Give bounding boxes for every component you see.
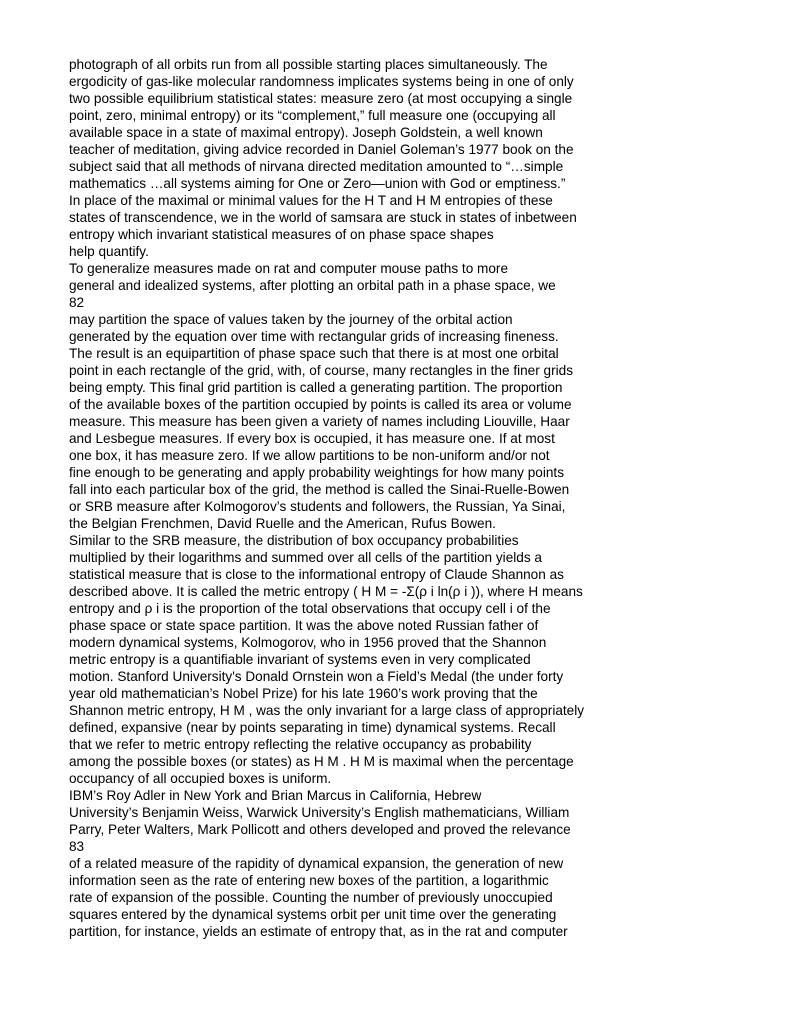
text-line: The result is an equipartition of phase space such that there is at most one orbital xyxy=(69,346,559,361)
text-line: generated by the equation over time with rectangular grids of increasing fineness. xyxy=(69,329,559,344)
text-line: Similar to the SRB measure, the distribution of box occupancy probabilities xyxy=(69,533,519,548)
text-line: may partition the space of values taken by the journey of the orbital action xyxy=(69,312,513,327)
text-line: metric entropy is a quantifiable invariant of systems even in very complicated xyxy=(69,652,531,667)
text-line: Parry, Peter Walters, Mark Pollicott and others developed and proved the relevance xyxy=(69,822,571,837)
text-line: partition, for instance, yields an estimate of entropy that, as in the rat and computer xyxy=(69,924,568,939)
text-line: one box, it has measure zero. If we allow partitions to be non-uniform and/or not xyxy=(69,448,550,463)
text-line: point, zero, minimal entropy) or its “complement,” full measure one (occupying all xyxy=(69,108,556,123)
text-line: fine enough to be generating and apply probability weightings for how many points xyxy=(69,465,564,480)
text-line: states of transcendence, we in the world of samsara are stuck in states of inbetween xyxy=(69,210,577,225)
text-line: occupancy of all occupied boxes is uniform. xyxy=(69,771,332,786)
page-number: 83 xyxy=(69,839,85,854)
text-line: year old mathematician’s Nobel Prize) for his late 1960’s work proving that the xyxy=(69,686,538,701)
text-line: fall into each particular box of the grid, the method is called the Sinai-Ruelle-Bowen xyxy=(69,482,570,497)
text-line: IBM’s Roy Adler in New York and Brian Marcus in California, Hebrew xyxy=(69,788,482,803)
text-line: general and idealized systems, after plotting an orbital path in a phase space, we xyxy=(69,278,556,293)
text-line: or SRB measure after Kolmogorov’s students and followers, the Russian, Ya Sinai, xyxy=(69,499,566,514)
text-line: teacher of meditation, giving advice recorded in Daniel Goleman’s 1977 book on the xyxy=(69,142,574,157)
text-line: rate of expansion of the possible. Counting the number of previously unoccupied xyxy=(69,890,553,905)
text-line: being empty. This final grid partition is called a generating partition. The proportion xyxy=(69,380,563,395)
text-line: available space in a state of maximal entropy). Joseph Goldstein, a well known xyxy=(69,125,543,140)
text-line: Shannon metric entropy, H M , was the only invariant for a large class of appropriately xyxy=(69,703,585,718)
text-line: of a related measure of the rapidity of dynamical expansion, the generation of new xyxy=(69,856,564,871)
text-line: To generalize measures made on rat and computer mouse paths to more xyxy=(69,261,509,276)
text-line: defined, expansive (near by points separating in time) dynamical systems. Recall xyxy=(69,720,556,735)
text-line: motion. Stanford University's Donald Ornstein won a Field’s Medal (the under forty xyxy=(69,669,564,684)
text-line: the Belgian Frenchmen, David Ruelle and the American, Rufus Bowen. xyxy=(69,516,496,531)
text-line: entropy and ρ i is the proportion of the total observations that occupy cell i of the xyxy=(69,601,551,616)
text-line: information seen as the rate of entering new boxes of the partition, a logarithmic xyxy=(69,873,549,888)
text-line: modern dynamical systems, Kolmogorov, who in 1956 proved that the Shannon xyxy=(69,635,547,650)
text-line: subject said that all methods of nirvana directed meditation amounted to “…simple xyxy=(69,159,564,174)
text-line: described above. It is called the metric entropy ( H M = -Σ(ρ i ln(ρ i )), where H means xyxy=(69,584,583,599)
text-line: that we refer to metric entropy reflecting the relative occupancy as probability xyxy=(69,737,532,752)
text-line: statistical measure that is close to the informational entropy of Claude Shannon as xyxy=(69,567,564,582)
text-line: phase space or state space partition. It was the above noted Russian father of xyxy=(69,618,539,633)
text-line: and Lesbegue measures. If every box is occupied, it has measure one. If at most xyxy=(69,431,555,446)
text-line: photograph of all orbits run from all possible starting places simultaneously. The xyxy=(69,57,548,72)
body-text xyxy=(69,56,769,940)
text-line: among the possible boxes (or states) as H M . H M is maximal when the percentage xyxy=(69,754,574,769)
text-line: University’s Benjamin Weiss, Warwick University’s English mathematicians, William xyxy=(69,805,570,820)
text-line: squares entered by the dynamical systems orbit per unit time over the generating xyxy=(69,907,557,922)
text-line: entropy which invariant statistical measures of on phase space shapes xyxy=(69,227,494,242)
text-line: mathematics …all systems aiming for One or Zero—union with God or emptiness.” xyxy=(69,176,566,191)
text-line: two possible equilibrium statistical states: measure zero (at most occupying a single xyxy=(69,91,573,106)
text-line: ergodicity of gas-like molecular randomness implicates systems being in one of only xyxy=(69,74,574,89)
text-line: of the available boxes of the partition occupied by points is called its area or volume xyxy=(69,397,572,412)
text-line: measure. This measure has been given a variety of names including Liouville, Haar xyxy=(69,414,570,429)
text-line: multiplied by their logarithms and summed over all cells of the partition yields a xyxy=(69,550,542,565)
page-number: 82 xyxy=(69,295,85,310)
text-line: point in each rectangle of the grid, with, of course, many rectangles in the finer grids xyxy=(69,363,573,378)
text-line: help quantify. xyxy=(69,244,149,259)
text-line: In place of the maximal or minimal values for the H T and H M entropies of these xyxy=(69,193,553,208)
